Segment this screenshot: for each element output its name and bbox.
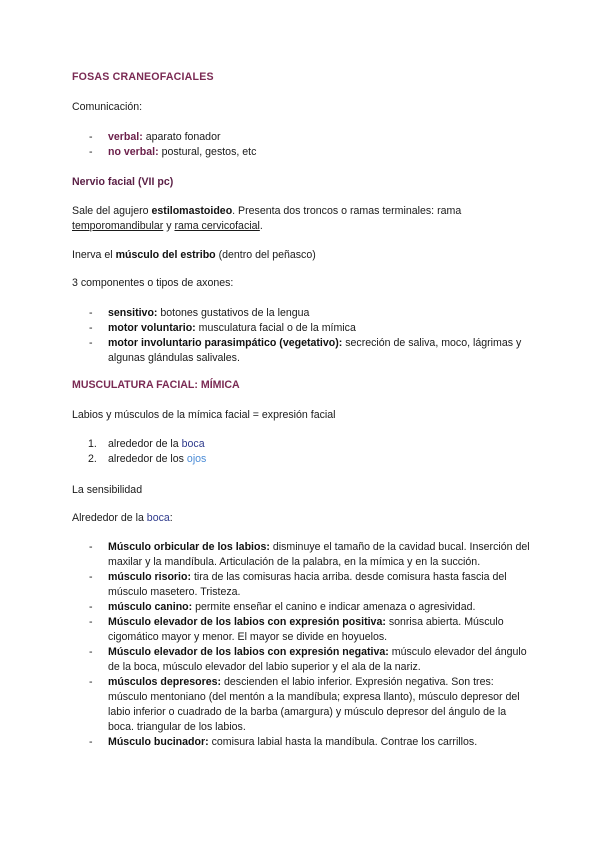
list-item-text: postural, gestos, etc — [158, 146, 257, 158]
list-item-term: músculos depresores: — [108, 676, 222, 688]
list-item — [72, 321, 532, 336]
list-item-text: disminuye el tamaño de la cavidad bucal. Inserción del maxilar y la mandíbula. Articulación de la palabra, en la mímica y en la succión. — [108, 541, 530, 568]
list-item-text: descienden el labio inferior. Expresión negativa. Son tres: músculo mentoniano (del mentón a la mandíbula; expresa llanto), músculo depresor del labio inferior o cuadrado de la barba (amargura) y músculo depresor del ángulo de la boca. triangular de los labios. — [108, 676, 520, 733]
list-item — [72, 615, 532, 645]
list-item — [72, 675, 532, 735]
list-item-term: verbal: — [108, 131, 143, 143]
list-item — [72, 570, 532, 600]
nervio-heading: Nervio facial (VII pc) — [72, 176, 174, 188]
list-item-term: músculo canino: — [108, 601, 193, 613]
list-item — [72, 130, 532, 145]
sensibilidad-line: La sensibilidad — [72, 484, 143, 496]
mimica-heading: MUSCULATURA FACIAL: MÍMICA — [72, 379, 240, 391]
list-item-text: permite enseñar el canino e indicar amenaza o agresividad. — [192, 601, 476, 613]
list-item-term: motor involuntario parasimpático (vegetativo): — [108, 337, 343, 349]
document-title: FOSAS CRANEOFACIALES — [72, 71, 214, 83]
mimica-intro: Labios y músculos de la mímica facial = expresión facial — [72, 409, 336, 421]
list-item-term: Músculo elevador de los labios con expresión positiva: — [108, 616, 386, 628]
list-item-text: comisura labial hasta la mandíbula. Contrae los carrillos. — [208, 736, 478, 748]
nervio-paragraph-3: 3 componentes o tipos de axones: — [72, 277, 234, 289]
list-item-term: sensitivo: — [108, 307, 158, 319]
list-item: 1. alrededor de la boca — [88, 438, 205, 450]
list-item-term: músculo risorio: — [108, 571, 191, 583]
nervio-paragraph-1: Sale del agujero estilomastoideo. Presenta dos troncos o ramas terminales: rama temporomandibular y rama cervicofacial. — [72, 205, 462, 232]
list-item-term: no verbal: — [108, 146, 159, 158]
list-item-term: motor voluntario: — [108, 322, 196, 334]
list-item-text: aparato fonador — [142, 131, 221, 143]
list-item-term: Músculo bucinador: — [108, 736, 209, 748]
list-item — [72, 336, 532, 366]
comunicacion-list — [72, 130, 532, 160]
list-item — [72, 540, 532, 570]
list-item — [72, 645, 532, 675]
list-item: 2. alrededor de los ojos — [88, 453, 207, 465]
list-item — [72, 600, 532, 615]
list-item-text: botones gustativos de la lengua — [157, 307, 310, 319]
list-item-text: secreción de saliva, moco, lágrimas y algunas glándulas salivales. — [108, 337, 522, 364]
list-item-term: Músculo orbicular de los labios: — [108, 541, 270, 553]
list-item — [72, 306, 532, 321]
musculos-list — [72, 540, 532, 750]
alrededor-line: Alrededor de la boca: — [72, 512, 173, 524]
list-item-text: tira de las comisuras hacia arriba. desde comisura hasta fascia del músculo masetero. Tristeza. — [108, 571, 507, 598]
list-item — [72, 145, 532, 160]
list-item-text: musculatura facial o de la mímica — [195, 322, 356, 334]
list-item-text: sonrisa abierta. Músculo cigomático mayor y menor. El mayor se divide en hoyuelos. — [108, 616, 504, 643]
nervio-paragraph-2: Inerva el músculo del estribo (dentro del peñasco) — [72, 249, 316, 261]
list-item-term: Músculo elevador de los labios con expresión negativa: — [108, 646, 389, 658]
comunicacion-label: Comunicación: — [72, 101, 143, 113]
axones-list — [72, 306, 532, 366]
mimica-numbered-list — [72, 437, 532, 467]
list-item — [72, 735, 532, 750]
list-item-text: músculo elevador del ángulo de la boca, músculo elevador del labio superior y el ala de la nariz. — [108, 646, 527, 673]
